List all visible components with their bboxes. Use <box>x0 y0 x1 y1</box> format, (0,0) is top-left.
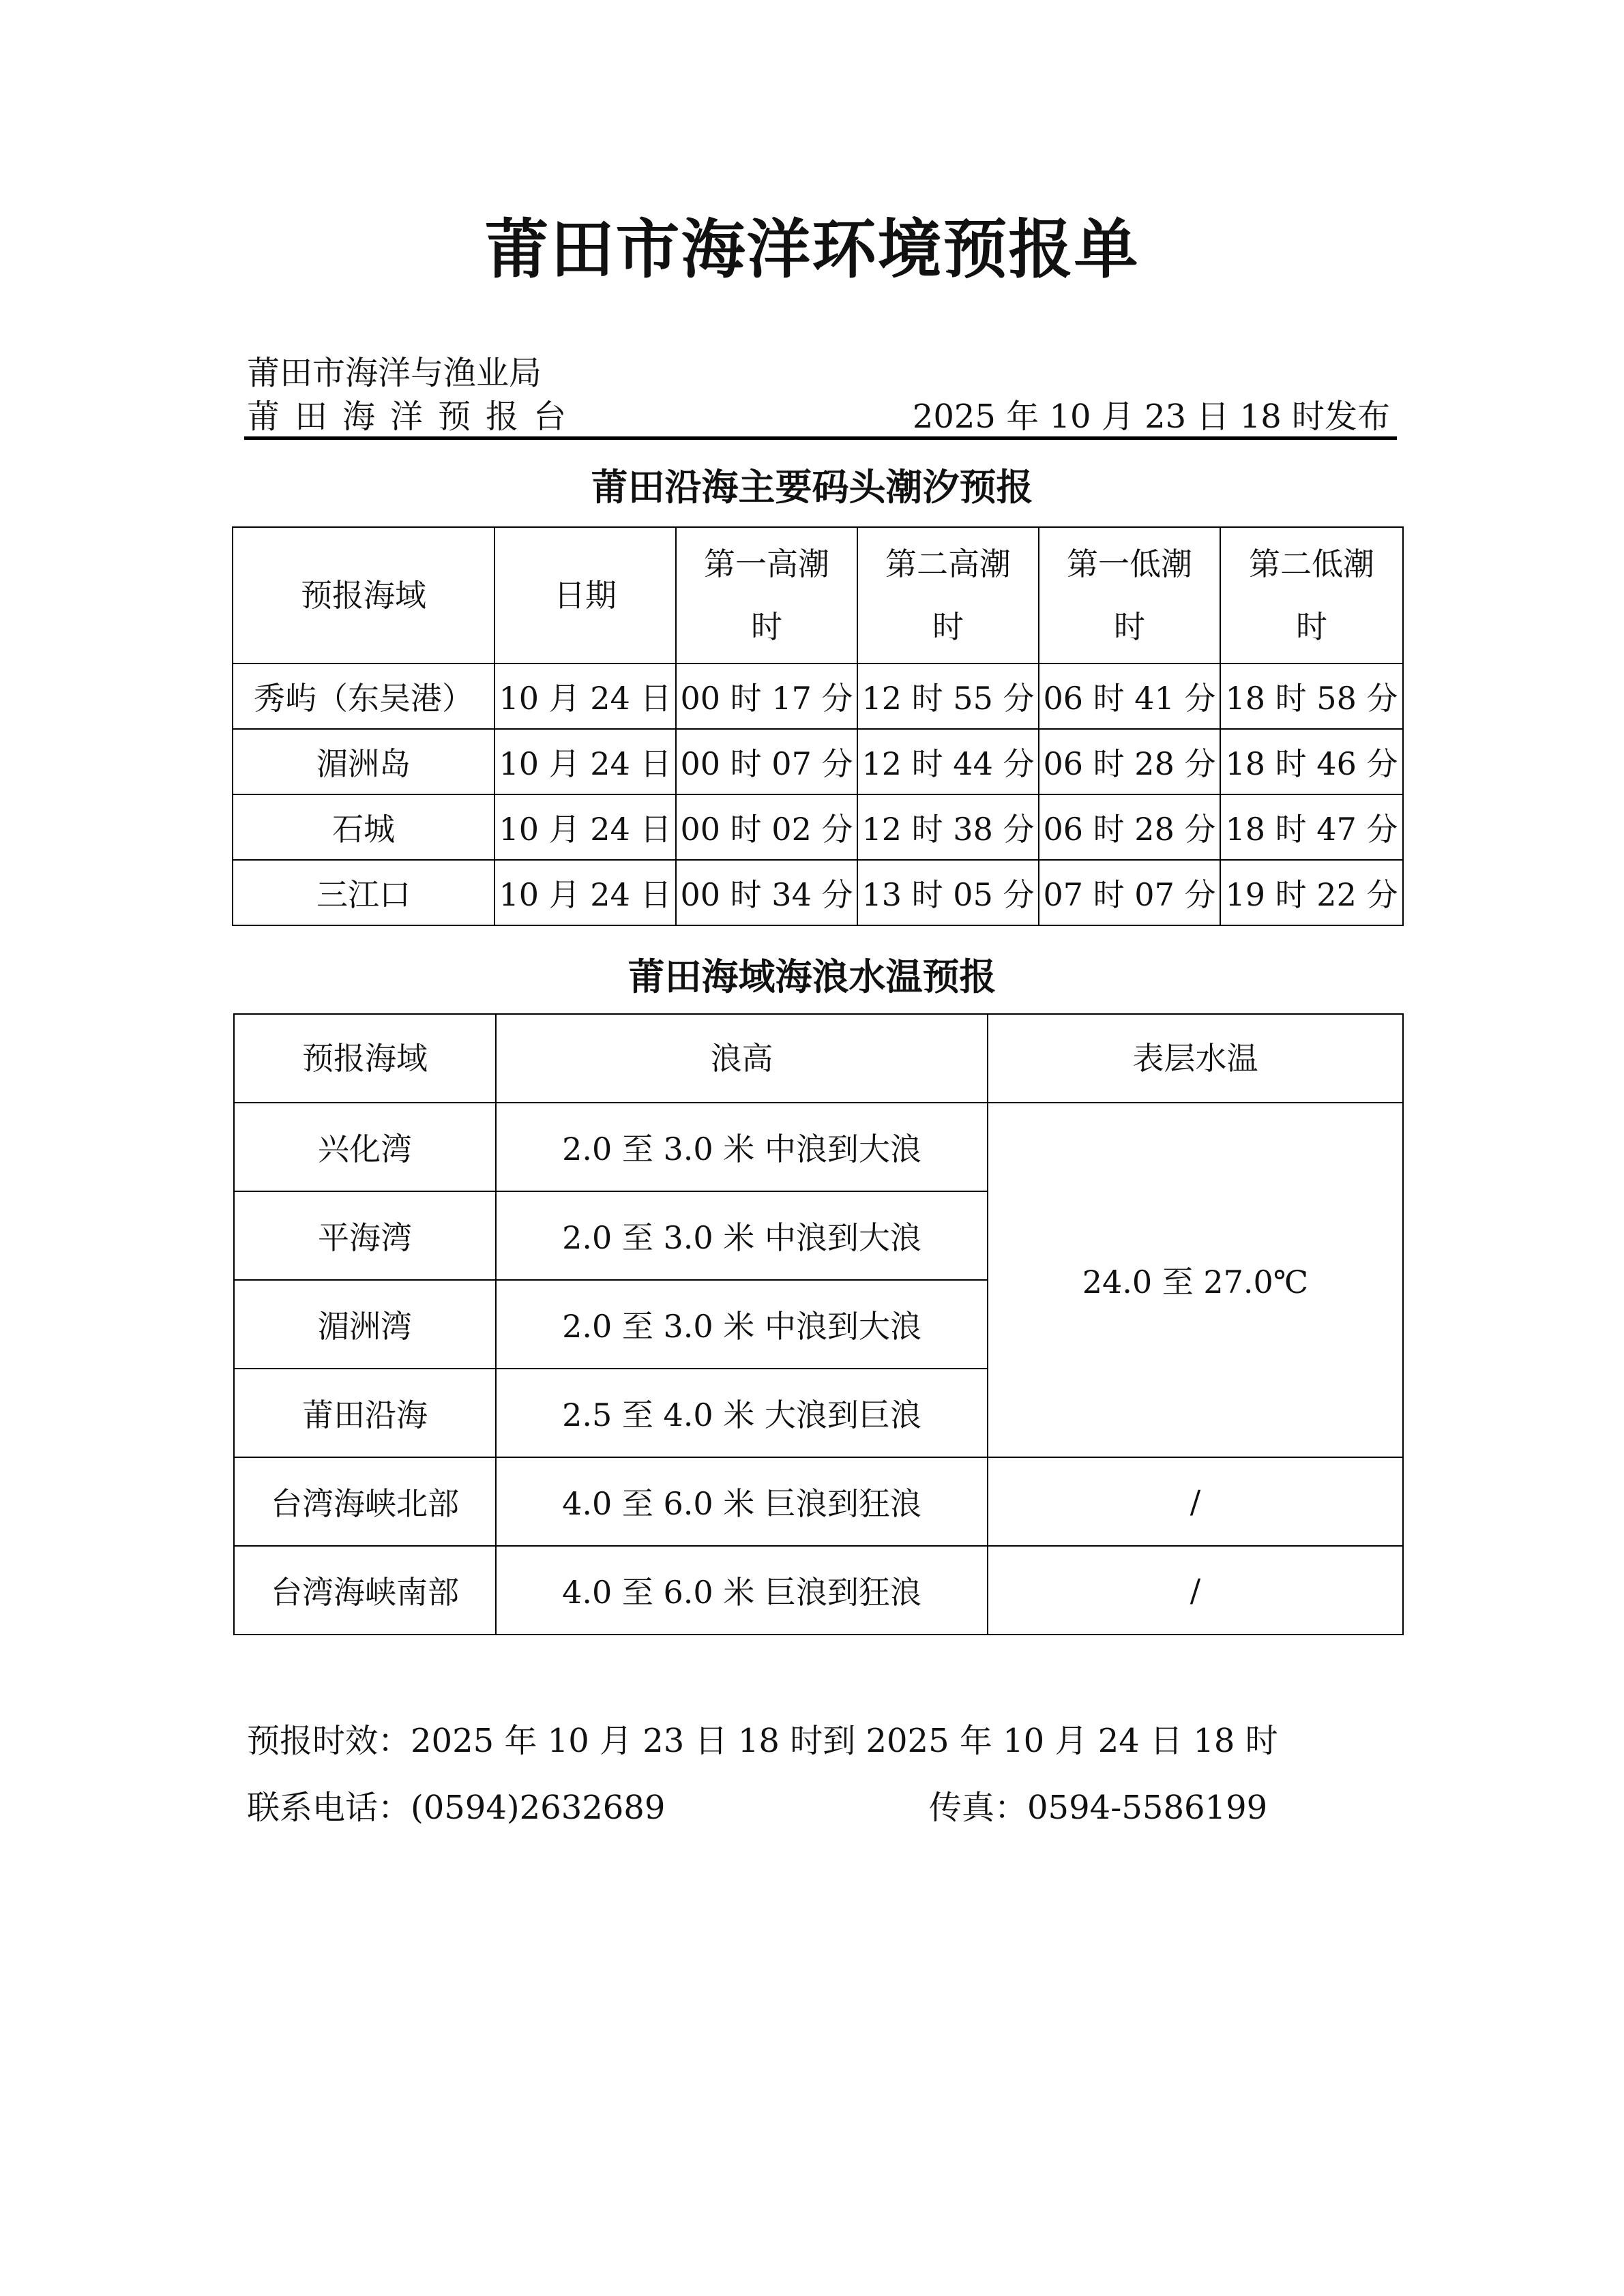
tide-header-high1: 第一高潮时 <box>676 527 857 664</box>
header-rule <box>244 436 1397 440</box>
tide-area: 湄洲岛 <box>233 729 494 794</box>
wave-header-height: 浪高 <box>496 1014 988 1103</box>
table-row <box>233 664 1403 729</box>
tide-header-low1: 第一低潮时 <box>1039 527 1220 664</box>
forecast-validity: 预报时效：2025 年 10 月 23 日 18 时到 2025 年 10 月 24 日 18 时 <box>247 1722 1278 1760</box>
tide-low1: 06 时 41 分 <box>1039 664 1220 729</box>
wave-area: 台湾海峡北部 <box>234 1457 496 1546</box>
wave-height: 2.0 至 3.0 米 中浪到大浪 <box>496 1103 988 1191</box>
tide-high1: 00 时 07 分 <box>676 729 857 794</box>
table-row <box>233 794 1403 860</box>
water-temp: / <box>988 1546 1403 1635</box>
tide-low1: 06 时 28 分 <box>1039 729 1220 794</box>
tide-section-title: 莆田沿海主要码头潮汐预报 <box>591 466 1033 509</box>
tide-header-low2: 第二低潮时 <box>1220 527 1403 664</box>
wave-table <box>233 1013 1404 1635</box>
tide-high1: 00 时 34 分 <box>676 860 857 925</box>
table-row <box>233 860 1403 925</box>
water-temp-merged: 24.0 至 27.0℃ <box>988 1103 1403 1457</box>
wave-area: 莆田沿海 <box>234 1369 496 1457</box>
issuer-station: 莆田海洋预报台 <box>247 398 582 436</box>
wave-header-area: 预报海域 <box>234 1014 496 1103</box>
tide-date: 10 月 24 日 <box>494 794 676 860</box>
wave-area: 平海湾 <box>234 1191 496 1280</box>
wave-height: 2.0 至 3.0 米 中浪到大浪 <box>496 1191 988 1280</box>
wave-height: 2.0 至 3.0 米 中浪到大浪 <box>496 1280 988 1369</box>
tide-high2: 12 时 55 分 <box>857 664 1039 729</box>
wave-area: 台湾海峡南部 <box>234 1546 496 1635</box>
contact-phone: 联系电话：(0594)2632689 <box>247 1789 666 1827</box>
table-row <box>233 729 1403 794</box>
tide-date: 10 月 24 日 <box>494 664 676 729</box>
issue-time: 2025 年 10 月 23 日 18 时发布 <box>912 398 1390 436</box>
tide-low1: 06 时 28 分 <box>1039 794 1220 860</box>
tide-low2: 18 时 46 分 <box>1220 729 1403 794</box>
tide-header-row <box>233 527 1403 664</box>
tide-header-date: 日期 <box>494 527 676 664</box>
wave-height: 4.0 至 6.0 米 巨浪到狂浪 <box>496 1457 988 1546</box>
tide-high2: 12 时 38 分 <box>857 794 1039 860</box>
wave-area: 兴化湾 <box>234 1103 496 1191</box>
tide-high1: 00 时 02 分 <box>676 794 857 860</box>
wave-height: 4.0 至 6.0 米 巨浪到狂浪 <box>496 1546 988 1635</box>
tide-high1: 00 时 17 分 <box>676 664 857 729</box>
tide-header-high2: 第二高潮时 <box>857 527 1039 664</box>
table-row <box>234 1546 1403 1635</box>
wave-section-title: 莆田海域海浪水温预报 <box>628 955 996 998</box>
issuer-bureau: 莆田市海洋与渔业局 <box>247 354 542 392</box>
table-row <box>234 1103 1403 1191</box>
wave-header-row <box>234 1014 1403 1103</box>
tide-header-area: 预报海域 <box>233 527 494 664</box>
tide-high2: 12 时 44 分 <box>857 729 1039 794</box>
wave-area: 湄洲湾 <box>234 1280 496 1369</box>
tide-low2: 18 时 58 分 <box>1220 664 1403 729</box>
tide-low2: 19 时 22 分 <box>1220 860 1403 925</box>
tide-low1: 07 时 07 分 <box>1039 860 1220 925</box>
tide-date: 10 月 24 日 <box>494 860 676 925</box>
tide-table <box>232 526 1404 926</box>
tide-date: 10 月 24 日 <box>494 729 676 794</box>
contact-fax: 传真：0594-5586199 <box>929 1789 1268 1827</box>
tide-area: 秀屿（东吴港） <box>233 664 494 729</box>
tide-area: 三江口 <box>233 860 494 925</box>
water-temp: / <box>988 1457 1403 1546</box>
wave-height: 2.5 至 4.0 米 大浪到巨浪 <box>496 1369 988 1457</box>
table-row <box>234 1457 1403 1546</box>
page-title: 莆田市海洋环境预报单 <box>484 213 1140 287</box>
tide-area: 石城 <box>233 794 494 860</box>
wave-header-temp: 表层水温 <box>988 1014 1403 1103</box>
tide-low2: 18 时 47 分 <box>1220 794 1403 860</box>
tide-high2: 13 时 05 分 <box>857 860 1039 925</box>
